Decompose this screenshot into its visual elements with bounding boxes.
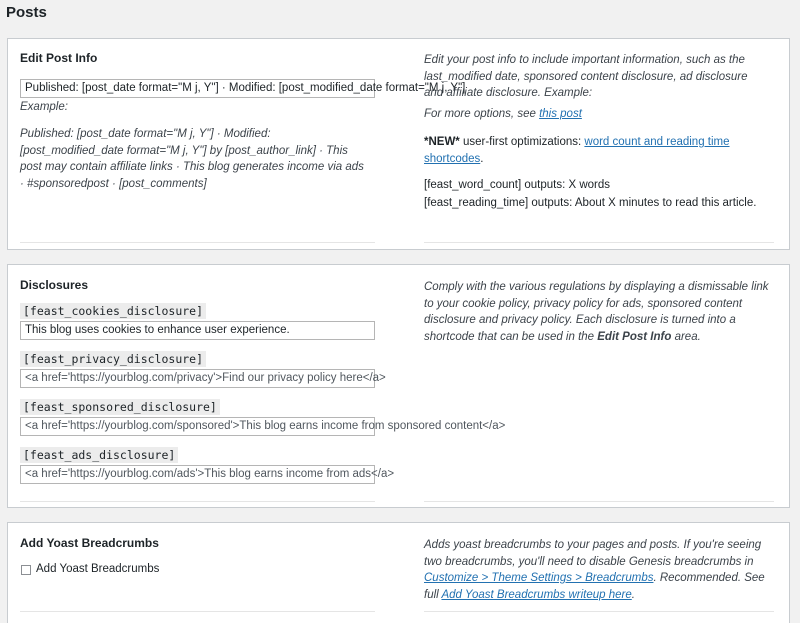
divider <box>20 611 375 612</box>
divider <box>20 242 375 243</box>
disclosures-description <box>424 279 769 345</box>
divider <box>424 611 774 612</box>
cookies-disclosure-input[interactable]: This blog uses cookies to enhance user experience. <box>20 321 375 340</box>
disclosures-desc-bold: Edit Post Info <box>597 330 672 343</box>
more-options-prefix: For more options, see <box>424 108 540 120</box>
edit-post-info-description: Edit your post info to include important information, such as the last_modified date, sponsored content disclosure, ad disclosure and affiliate disclosure. Example: <box>424 54 748 99</box>
reading-time-line: [feast_reading_time] outputs: About X minutes to read this article. <box>424 197 757 209</box>
this-post-link[interactable]: this post <box>539 108 582 120</box>
disclosures-desc-after: area. <box>671 330 701 343</box>
new-optimizations-text <box>424 134 774 167</box>
word-count-reading-time-link[interactable]: word count and reading time shortcodes <box>424 136 730 165</box>
disclosures-desc-before: Comply with the various regulations by displaying a dismissable link to your cookie policy, privacy policy for ads, sponsored content disclosure and privacy policy. Each disclosure is turned into a shortcode that can be used in the <box>424 281 769 343</box>
more-options-text <box>424 106 769 123</box>
yoast-desc-1: Adds yoast breadcrumbs to your pages and posts. If you're seeing two breadcrumbs, you'll need to disable Genesis breadcrumbs in <box>424 539 762 568</box>
new-suffix: . <box>480 152 484 165</box>
yoast-desc-2: . Recommended. See full <box>424 572 765 601</box>
ads-disclosure-label: [feast_ads_disclosure] <box>20 447 178 463</box>
yoast-breadcrumbs-card <box>7 522 790 623</box>
divider <box>20 501 375 502</box>
yoast-breadcrumbs-checkbox[interactable] <box>21 565 31 575</box>
page-title: Posts <box>6 4 47 21</box>
new-text: user-first optimizations: <box>459 136 585 148</box>
divider <box>424 501 774 502</box>
edit-post-info-title: Edit Post Info <box>20 51 98 65</box>
customize-breadcrumbs-link[interactable]: Customize > Theme Settings > Breadcrumbs <box>424 572 654 584</box>
yoast-description <box>424 537 772 603</box>
word-count-line: [feast_word_count] outputs: X words <box>424 179 611 191</box>
disclosures-card <box>7 264 790 508</box>
example-text: Published: [post_date format="M j, Y"] · Modified: [post_modified_date format="M j, Y"] by [post_author_link] · This post may contain affiliate links · This blog generates income via ads · #sponsoredpost · [post_comments] <box>20 128 364 190</box>
new-badge: *NEW* <box>424 136 460 148</box>
post-info-input[interactable]: Published: [post_date format="M j, Y"] · Modified: [post_modified_date format="M j, Y"] <box>20 79 375 98</box>
example-label: Example: <box>20 101 68 113</box>
yoast-desc-3: . <box>631 588 635 601</box>
sponsored-disclosure-label: [feast_sponsored_disclosure] <box>20 399 220 415</box>
privacy-disclosure-label: [feast_privacy_disclosure] <box>20 351 206 367</box>
disclosures-title: Disclosures <box>20 278 89 292</box>
divider <box>424 242 774 243</box>
privacy-disclosure-input[interactable]: <a href='https://yourblog.com/privacy'>Find our privacy policy here</a> <box>20 369 375 388</box>
edit-post-info-card <box>7 38 790 250</box>
yoast-title: Add Yoast Breadcrumbs <box>20 536 159 550</box>
yoast-writeup-link[interactable]: Add Yoast Breadcrumbs writeup here <box>441 588 632 601</box>
yoast-checkbox-label[interactable]: Add Yoast Breadcrumbs <box>36 563 160 575</box>
ads-disclosure-input[interactable]: <a href='https://yourblog.com/ads'>This blog earns income from ads</a> <box>20 465 375 484</box>
cookies-disclosure-label: [feast_cookies_disclosure] <box>20 303 206 319</box>
sponsored-disclosure-input[interactable]: <a href='https://yourblog.com/sponsored'>This blog earns income from sponsored content</a> <box>20 417 375 436</box>
